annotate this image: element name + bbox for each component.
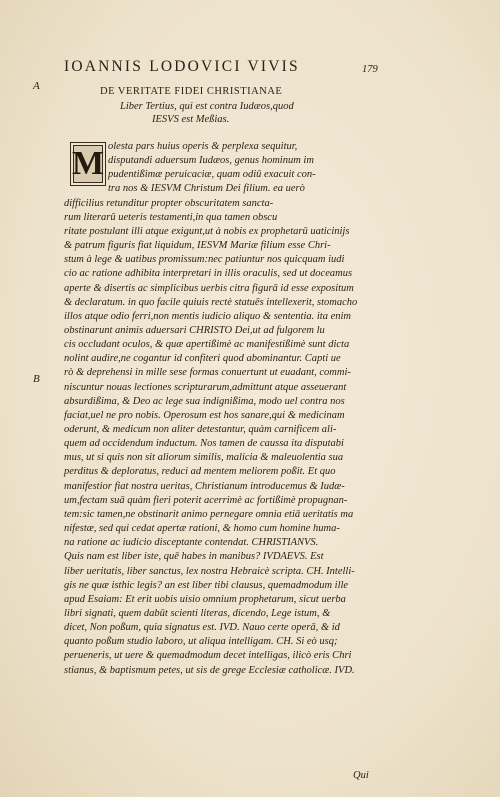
text-line: cis occludant oculos, & quæ apertißimè ac manifestißimè sunt dicta: [64, 339, 350, 351]
text-line: gis ne quæ isthic legis? an est liber tibi clausus, quemadmodum ille: [64, 579, 349, 591]
text-line: ritate postulant illi atque exigunt,ut à nobis ex prophetarū uaticinijs: [64, 225, 350, 237]
text-line: apud Esaiam: Et erit uobis uisio omnium prophetarum, sicut uerba: [64, 593, 346, 605]
text-line: obstinarunt animis aduersari CHRISTO Dei,ut ad fulgorem lu: [64, 324, 325, 336]
text-line: nifestæ, sed qui cedat apertæ rationi, & homo cum homine huma-: [64, 523, 340, 535]
catchword: Qui: [353, 770, 369, 781]
text-line: rò & deprehensi in mille sese formas conuertunt ut euadant, commi-: [64, 367, 351, 379]
text-line: rum literarū ueteris testamenti,in qua tamen obscu: [64, 211, 278, 223]
text-line: disputandi aduersum Iudæos, genus hominum im: [108, 155, 314, 167]
text-line: illos atque odio ferri,non mentis iudicio aliquo & sententia. ita enim: [64, 310, 351, 322]
subtitle: DE VERITATE FIDEI CHRISTIANAE: [100, 86, 283, 97]
text-line: na ratione ac iudicio disceptante contendat. CHRISTIANVS.: [64, 537, 319, 549]
text-line: niscuntur nouas lectiones scripturarum,admittunt atque asseuerant: [64, 381, 347, 393]
text-line: quanto poßum studio laboro, ut aliqua intelligam. CH. Si eò usq;: [64, 636, 338, 648]
running-title: IOANNIS LODOVICI VIVIS: [64, 58, 300, 75]
text-line: olesta pars huius operis & perplexa sequitur,: [108, 141, 298, 152]
book-title-line-2: IESVS est Meßias.: [152, 114, 230, 125]
text-line: faciat,uel ne pro nobis. Operosum est hos sanare,qui & medicinam: [64, 409, 345, 421]
text-line: perditus & deploratus, reduci ad mentem meliorem poßit. Et quo: [64, 466, 336, 478]
text-line: absurdißima, & Deo ac lege sua indignißima, modo uel contra nos: [64, 395, 345, 407]
text-line: tem:sic tamen,ne obstinarit animo pernegare omnia etiā ueritatis ma: [64, 508, 354, 520]
text-line: manifestior fiat nostra ueritas, Christianum introducemus & Iudæ-: [64, 480, 345, 492]
text-line: nolint audire,ne cogantur id confiteri quod abominantur. Capti ue: [64, 353, 341, 365]
running-head: [64, 58, 394, 76]
margin-letter-a: A: [33, 80, 40, 92]
text-line: Quis nam est liber iste, quē habes in manibus? IVDAEVS. Est: [64, 551, 324, 563]
text-line: aperte & disertis ac simplicibus uerbis citra figurā id esse expositum: [64, 282, 354, 294]
text-line: tra nos & IESVM Christum Dei filium. ea uerò: [108, 183, 305, 195]
text-line: quem ad occidendum inductum. Nos tamen de caussa ita disputabi: [64, 438, 344, 450]
text-line: liber ueritatis, liber sanctus, lex nostra Hebraicè scripta. CH. Intelli-: [64, 565, 355, 577]
margin-letter-b: B: [33, 373, 40, 385]
page-number: 179: [362, 64, 378, 75]
text-line: difficilius retunditur propter obscuritatem sancta-: [64, 197, 274, 209]
text-line: cio ac ratione adhibita interpretari in illis oraculis, sed ut doceamus: [64, 268, 353, 280]
text-line: stum à lege & uatibus promissum:nec patiuntur nos quicquam iudi: [64, 254, 345, 266]
drop-cap: M: [70, 142, 106, 186]
text-line: libri signati, quem dabūt scienti literas, dicendo, Lege istum, &: [64, 607, 331, 619]
text-line: stianus, & baptismum petes, ut sis de grege Ecclesiæ catholicæ. IVD.: [64, 664, 355, 676]
text-line: pudentißimæ peruicaciæ, quam odiū exacuit con-: [108, 169, 316, 181]
text-line: mus, ut si quis non sit aliorum similis, malicia & maleuolentia sua: [64, 452, 344, 464]
text-line: & patrum figuris fiat liquidum, IESVM Mariæ filium esse Chri-: [64, 240, 331, 252]
book-title-line-1: Liber Tertius, qui est contra Iudæos,quod: [120, 101, 294, 112]
text-line: & declaratum. in quo facile quiuis rectè statuēs intellexerit, stomacho: [64, 296, 358, 308]
text-line: dicet, Non poßum, quia signatus est. IVD. Nauo certe operā, & id: [64, 622, 340, 634]
text-line: perueneris, ut uere & quemadmodum decet intelligas, ilicò eris Chri: [64, 650, 352, 662]
text-line: oderunt, & medicum non aliter detestantur, quàm carnificem ali-: [64, 424, 337, 435]
text-line: um,fectam suā quàm fieri poterit acerrimè ac fortißimè propugnan-: [64, 494, 348, 506]
